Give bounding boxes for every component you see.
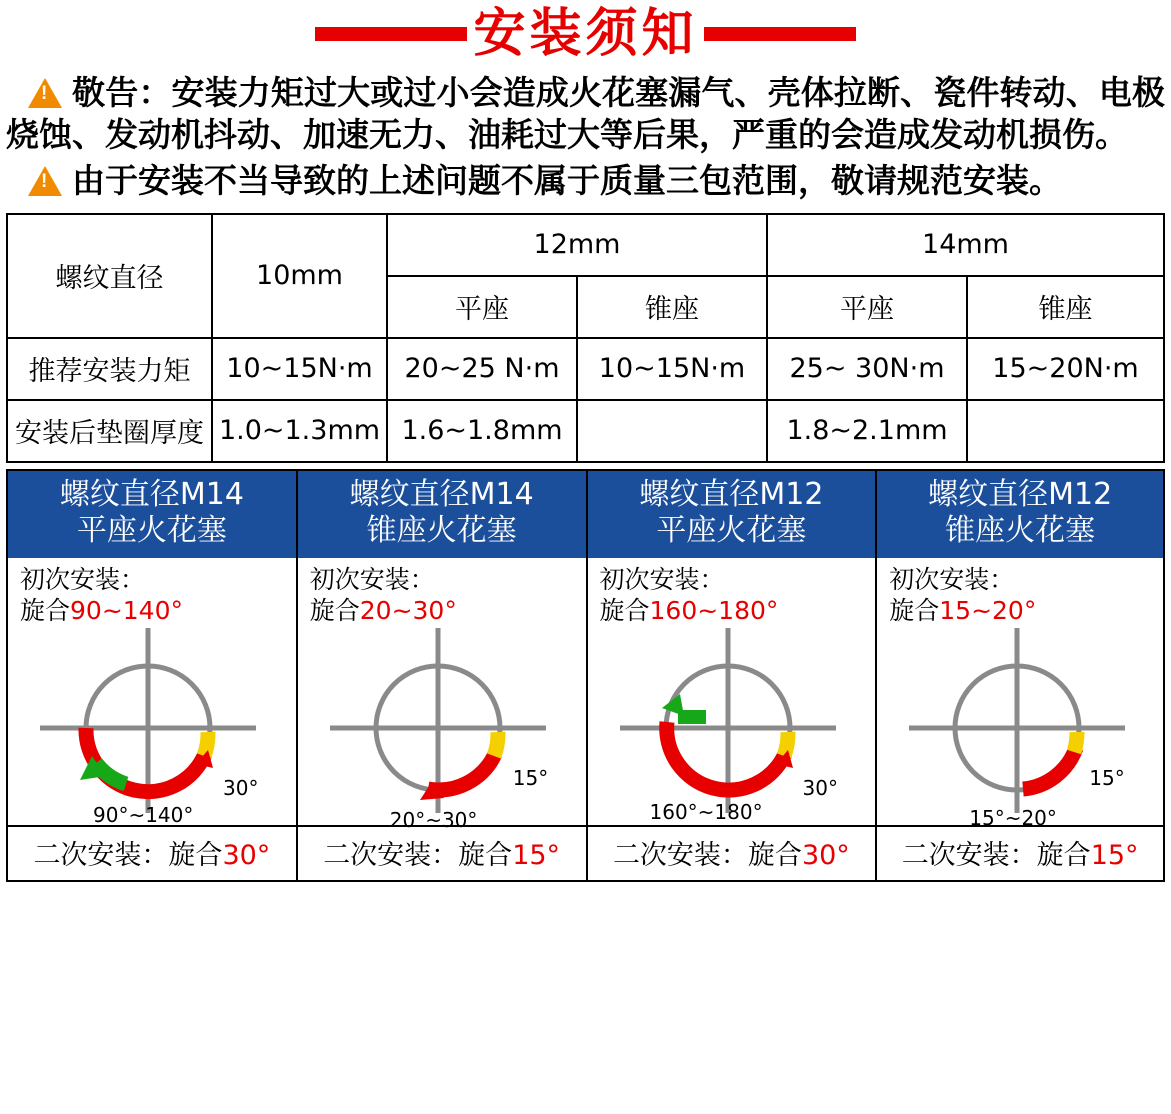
second-install-value: 15° bbox=[512, 839, 561, 871]
cell-torque-2: 10~15N·m bbox=[577, 338, 767, 400]
first-install-value-row bbox=[20, 595, 296, 626]
first-install-value: 20~30° bbox=[359, 596, 457, 626]
panel-m14-cone bbox=[296, 469, 586, 882]
cell-12mm-cone: 锥座 bbox=[577, 276, 767, 338]
table-row bbox=[7, 214, 1164, 276]
warning-triangle-icon bbox=[28, 78, 62, 108]
panel-title-line1: 螺纹直径M14 bbox=[59, 476, 244, 512]
first-install-value: 90~140° bbox=[70, 596, 183, 626]
title-bar-right bbox=[704, 27, 856, 41]
table-row bbox=[7, 338, 1164, 400]
spec-table bbox=[6, 213, 1165, 463]
panel-group bbox=[6, 469, 1165, 882]
first-install-value-row bbox=[310, 595, 586, 626]
cell-gasket-0: 1.0~1.3mm bbox=[212, 400, 387, 462]
arc-label: 15°~20° bbox=[969, 806, 1057, 831]
first-install-value: 15~20° bbox=[939, 596, 1037, 626]
warning-paragraph-1 bbox=[6, 72, 1165, 156]
angle-diagram bbox=[298, 628, 586, 833]
warning-text-1: 敬告：安装力矩过大或过小会造成火花塞漏气、壳体拉断、瓷件转动、电极烧蚀、发动机抖动、加速无力、油耗过大等后果，严重的会造成发动机损伤。 bbox=[6, 73, 1165, 155]
panel-second-install bbox=[298, 825, 586, 880]
second-install-prefix: 二次安装：旋合 bbox=[323, 839, 513, 871]
cell-row-label-torque: 推荐安装力矩 bbox=[7, 338, 212, 400]
second-install-prefix: 二次安装：旋合 bbox=[901, 839, 1091, 871]
arc-small-label: 15° bbox=[1089, 766, 1125, 791]
panel-m12-cone bbox=[875, 469, 1165, 882]
panel-title-line1: 螺纹直径M12 bbox=[928, 476, 1113, 512]
cell-row-label-diameter: 螺纹直径 bbox=[7, 214, 212, 338]
panel-header bbox=[877, 471, 1163, 558]
cell-12mm-flat: 平座 bbox=[387, 276, 577, 338]
first-install-label: 初次安装： bbox=[309, 564, 435, 594]
angle-diagram bbox=[588, 628, 876, 828]
title-text: 安装须知 bbox=[473, 4, 698, 64]
arc-label: 20°~30° bbox=[389, 808, 478, 833]
second-install-value: 30° bbox=[801, 839, 850, 871]
panel-title-line1: 螺纹直径M14 bbox=[349, 476, 534, 512]
panel-title-line2: 锥座火花塞 bbox=[366, 513, 517, 549]
cell-14mm-flat: 平座 bbox=[767, 276, 967, 338]
warning-paragraph-2 bbox=[6, 160, 1165, 202]
first-install-label: 初次安装： bbox=[889, 564, 1015, 594]
title-bar-left bbox=[315, 27, 467, 41]
panel-title-line2: 平座火花塞 bbox=[76, 513, 227, 549]
panel-second-install bbox=[588, 825, 876, 880]
panel-header bbox=[298, 471, 586, 558]
panel-m14-flat bbox=[6, 469, 296, 882]
panel-title-line2: 平座火花塞 bbox=[656, 513, 807, 549]
first-install-prefix: 旋合 bbox=[309, 596, 360, 626]
warning-triangle-icon bbox=[28, 166, 62, 196]
second-install-value: 15° bbox=[1090, 839, 1139, 871]
panel-title-line2: 锥座火花塞 bbox=[945, 513, 1096, 549]
table-row bbox=[7, 400, 1164, 462]
panel-first-install bbox=[298, 558, 586, 627]
warning-block bbox=[6, 72, 1165, 203]
first-install-label: 初次安装： bbox=[599, 564, 725, 594]
warning-text-2: 由于安装不当导致的上述问题不属于质量三包范围，敬请规范安装。 bbox=[72, 161, 1062, 201]
panel-second-install bbox=[877, 825, 1163, 880]
cell-gasket-3: 1.8~2.1mm bbox=[767, 400, 967, 462]
arc-small-label: 15° bbox=[512, 766, 549, 791]
panel-first-install bbox=[8, 558, 296, 627]
second-install-prefix: 二次安装：旋合 bbox=[33, 839, 223, 871]
first-install-label: 初次安装： bbox=[20, 564, 146, 594]
cell-col-12mm: 12mm bbox=[387, 214, 767, 276]
arc-small-label: 30° bbox=[802, 776, 838, 801]
arc-small-label: 30° bbox=[223, 776, 259, 801]
cell-14mm-cone: 锥座 bbox=[967, 276, 1164, 338]
first-install-prefix: 旋合 bbox=[599, 596, 650, 626]
angle-diagram-svg bbox=[877, 628, 1165, 831]
second-install-prefix: 二次安装：旋合 bbox=[612, 839, 802, 871]
angle-diagram bbox=[8, 628, 296, 828]
angle-diagram-svg bbox=[298, 628, 586, 828]
panel-title-line1: 螺纹直径M12 bbox=[639, 476, 824, 512]
cell-torque-0: 10~15N·m bbox=[212, 338, 387, 400]
cell-gasket-1: 1.6~1.8mm bbox=[387, 400, 577, 462]
arc-label: 160°~180° bbox=[649, 800, 763, 825]
first-install-prefix: 旋合 bbox=[889, 596, 940, 626]
panel-m12-flat bbox=[586, 469, 876, 882]
cell-col-10mm: 10mm bbox=[212, 214, 387, 338]
panel-first-install bbox=[877, 558, 1163, 627]
cell-torque-4: 15~20N·m bbox=[967, 338, 1164, 400]
panel-first-install bbox=[588, 558, 876, 627]
cell-gasket-2 bbox=[577, 400, 767, 462]
first-install-prefix: 旋合 bbox=[20, 596, 71, 626]
panel-header bbox=[8, 471, 296, 558]
cell-torque-1: 20~25 N·m bbox=[387, 338, 577, 400]
page-title bbox=[0, 0, 1171, 64]
panel-second-install bbox=[8, 825, 296, 880]
panel-header bbox=[588, 471, 876, 558]
second-install-value: 30° bbox=[222, 839, 271, 871]
first-install-value-row bbox=[600, 595, 876, 626]
arc-label: 90°~140° bbox=[93, 803, 194, 828]
first-install-value-row bbox=[889, 595, 1163, 626]
cell-row-label-gasket: 安装后垫圈厚度 bbox=[7, 400, 212, 462]
cell-gasket-4 bbox=[967, 400, 1164, 462]
cell-col-14mm: 14mm bbox=[767, 214, 1164, 276]
cell-torque-3: 25~ 30N·m bbox=[767, 338, 967, 400]
first-install-value: 160~180° bbox=[649, 596, 779, 626]
angle-diagram bbox=[877, 628, 1163, 831]
